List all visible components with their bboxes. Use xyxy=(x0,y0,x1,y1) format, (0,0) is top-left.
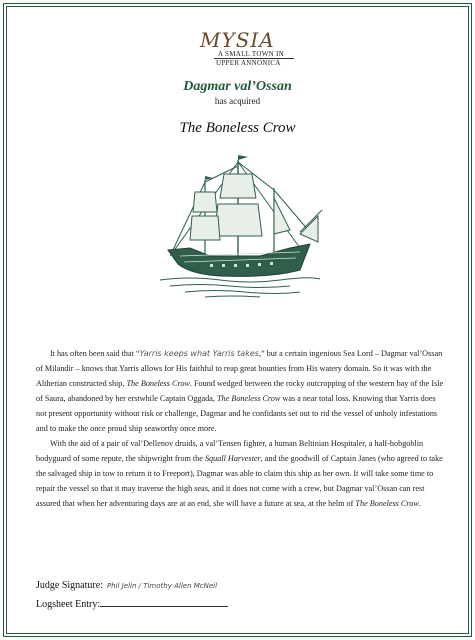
logo-tagline-1: A SMALL TOWN IN xyxy=(218,50,285,58)
logsheet-entry-line xyxy=(100,597,228,607)
ship-illustration-icon xyxy=(150,152,326,302)
judge-signature-label: Judge Signature: xyxy=(36,580,103,591)
p1-a: It has often been said that “ xyxy=(50,349,140,358)
logsheet-entry-label: Logsheet Entry: xyxy=(36,599,101,610)
logo-initial: M xyxy=(200,28,222,52)
p1-d: was a near total loss. Knowing that Yarris does not present opportunity without risk or challenge, Dagmar and he confidants set out to rid the vessel of unholy infestations and to make the once proud ship seaworthy once more. xyxy=(36,394,438,433)
logo-word-rest: YSIA xyxy=(221,28,275,52)
has-acquired-text: has acquired xyxy=(214,96,261,106)
ship-name-3: The Boneless Crow xyxy=(355,499,419,508)
p2-b: , and the goodwill of Captain Janes (who agreed to take the salvaged ship in tow to return it to Freeport), Dagmar was able to claim this ship as her own. It will take some time to repair the vessel so that it may traverse the high seas, and it does not come with a crew, but Dagmar val’Ossan can rest assured that when her adventuring days are at an end, she will have a future at sea, at the helm of xyxy=(36,454,443,508)
item-title: The Boneless Crow xyxy=(179,120,296,136)
p1-c: . Found wedged between the rocky outcropping of the western bay of the Isle of Saura, abandoned by her erstwhile Captain Oggada, xyxy=(36,379,444,403)
judge-signature xyxy=(36,580,217,591)
character-name: Dagmar val’Ossan xyxy=(183,79,292,94)
judge-signature-value: Phil Jelin / Timothy Allen McNeil xyxy=(106,582,218,590)
mysia-logo xyxy=(186,28,296,72)
story-paragraph-2 xyxy=(36,436,446,511)
ship-name-2: The Boneless Crow xyxy=(216,394,281,403)
logo-tagline-2: UPPER ANNONICA xyxy=(216,59,281,67)
story-text xyxy=(36,346,446,511)
logsheet-entry xyxy=(36,597,228,610)
ship-name-1: The Boneless Crow xyxy=(126,379,190,388)
story-paragraph-1 xyxy=(36,346,446,436)
squall-harvester: Squall Harvester xyxy=(204,454,261,463)
p2-c: . xyxy=(418,499,421,508)
p2-a: With the aid of a pair of val’Dellenov druids, a val’Tensen fighter, a human Beltinian Hospitaler, a half-hobgoblin bodyguard of some repute, the shipwright from the xyxy=(36,439,424,463)
yarris-quote: Yarris keeps what Yarris takes xyxy=(139,349,259,358)
p1-b: ,” but a certain ingenious Sea Lord – Dagmar val’Ossan of Milandir – knows that Yarris allows for His faithful to reap great bounties from His watery domain. So it was with the Altherian constructed ship, xyxy=(36,349,443,388)
logo-word xyxy=(200,28,275,52)
